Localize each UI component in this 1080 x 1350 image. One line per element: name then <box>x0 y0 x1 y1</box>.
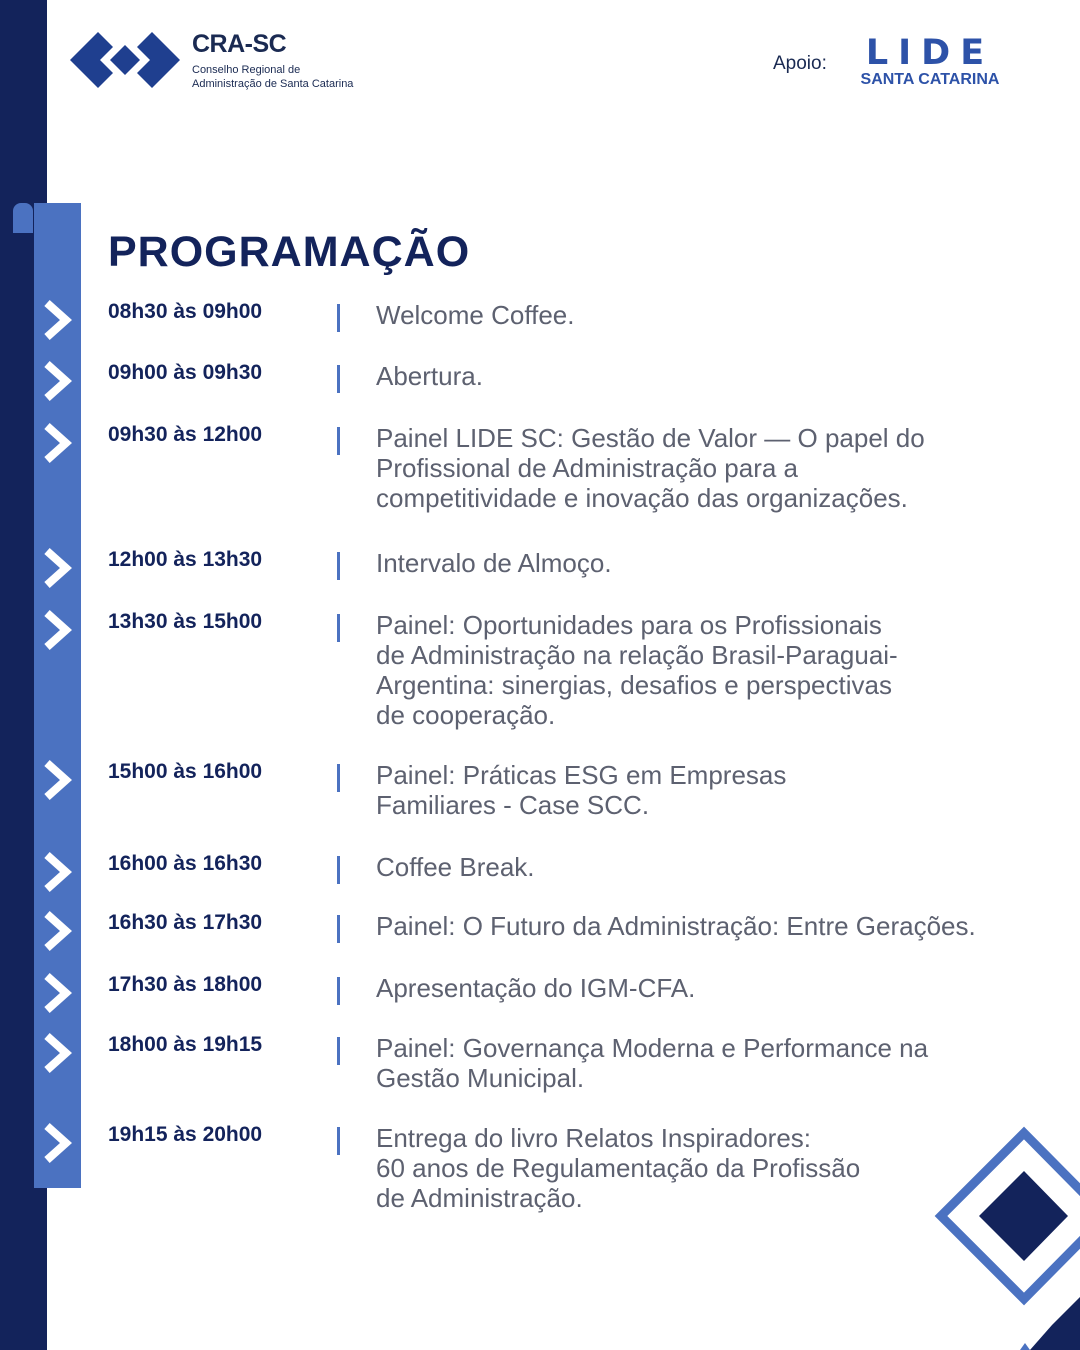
separator-bar <box>337 915 340 943</box>
schedule-description: Painel: O Futuro da Administração: Entre Gerações. <box>376 911 976 941</box>
schedule-description: Coffee Break. <box>376 852 535 882</box>
separator-bar <box>337 614 340 642</box>
org-subtitle-line2: Administração de Santa Catarina <box>192 78 354 90</box>
separator-bar <box>337 304 340 332</box>
support-label: Apoio: <box>773 53 827 74</box>
chevron-right-icon <box>42 911 74 951</box>
blue-strip-tab <box>13 203 33 233</box>
chevron-right-icon <box>42 1033 74 1073</box>
sponsor-name: LIDE <box>865 33 995 73</box>
schedule-time: 19h15 às 20h00 <box>108 1123 263 1146</box>
separator-bar <box>337 427 340 455</box>
schedule-time: 12h00 às 13h30 <box>108 548 263 571</box>
page-title: PROGRAMAÇÃO <box>108 228 471 276</box>
schedule-time: 18h00 às 19h15 <box>108 1033 263 1056</box>
schedule-time: 15h00 às 16h00 <box>108 760 263 783</box>
org-subtitle-line1: Conselho Regional de <box>192 64 301 76</box>
schedule-description: Abertura. <box>376 361 483 391</box>
schedule-description: Painel LIDE SC: Gestão de Valor — O papel do Profissional de Administração para a competitividade e inovação das organizações. <box>376 423 925 513</box>
schedule-time: 08h30 às 09h00 <box>108 300 263 323</box>
org-title: CRA-SC <box>192 30 287 58</box>
schedule-time: 16h00 às 16h30 <box>108 852 263 875</box>
chevron-right-icon <box>42 423 74 463</box>
chevron-right-icon <box>42 852 74 892</box>
schedule-description: Entrega do livro Relatos Inspiradores: 60 anos de Regulamentação da Profissão de Administração. <box>376 1123 861 1213</box>
schedule-description: Welcome Coffee. <box>376 300 575 330</box>
schedule-time: 13h30 às 15h00 <box>108 610 263 633</box>
schedule-time: 09h30 às 12h00 <box>108 423 263 446</box>
separator-bar <box>337 552 340 580</box>
chevron-right-icon <box>42 610 74 650</box>
schedule-time: 09h00 às 09h30 <box>108 361 263 384</box>
sponsor-logo <box>850 35 1010 89</box>
chevron-right-icon <box>42 300 74 340</box>
schedule-description: Painel: Oportunidades para os Profissionais de Administração na relação Brasil-Paraguai- Argentina: sinergias, desafios e perspectivas de cooperação. <box>376 610 898 730</box>
schedule-description: Intervalo de Almoço. <box>376 548 612 578</box>
sponsor-region: SANTA CATARINA <box>860 71 1000 88</box>
diamond-decoration-icon <box>930 1125 1080 1350</box>
schedule-description: Apresentação do IGM-CFA. <box>376 973 696 1003</box>
org-subtitle <box>192 63 392 91</box>
chevron-right-icon <box>42 760 74 800</box>
separator-bar <box>337 365 340 393</box>
schedule-time: 16h30 às 17h30 <box>108 911 263 934</box>
chevron-right-icon <box>42 361 74 401</box>
chevron-right-icon <box>42 548 74 588</box>
separator-bar <box>337 856 340 884</box>
schedule-description: Painel: Práticas ESG em Empresas Familiares - Case SCC. <box>376 760 787 820</box>
chevron-right-icon <box>42 973 74 1013</box>
separator-bar <box>337 1127 340 1155</box>
chevron-right-icon <box>42 1123 74 1163</box>
separator-bar <box>337 1037 340 1065</box>
separator-bar <box>337 764 340 792</box>
separator-bar <box>337 977 340 1005</box>
cra-sc-logo-icon <box>70 30 180 90</box>
schedule-time: 17h30 às 18h00 <box>108 973 263 996</box>
schedule-description: Painel: Governança Moderna e Performance na Gestão Municipal. <box>376 1033 929 1093</box>
